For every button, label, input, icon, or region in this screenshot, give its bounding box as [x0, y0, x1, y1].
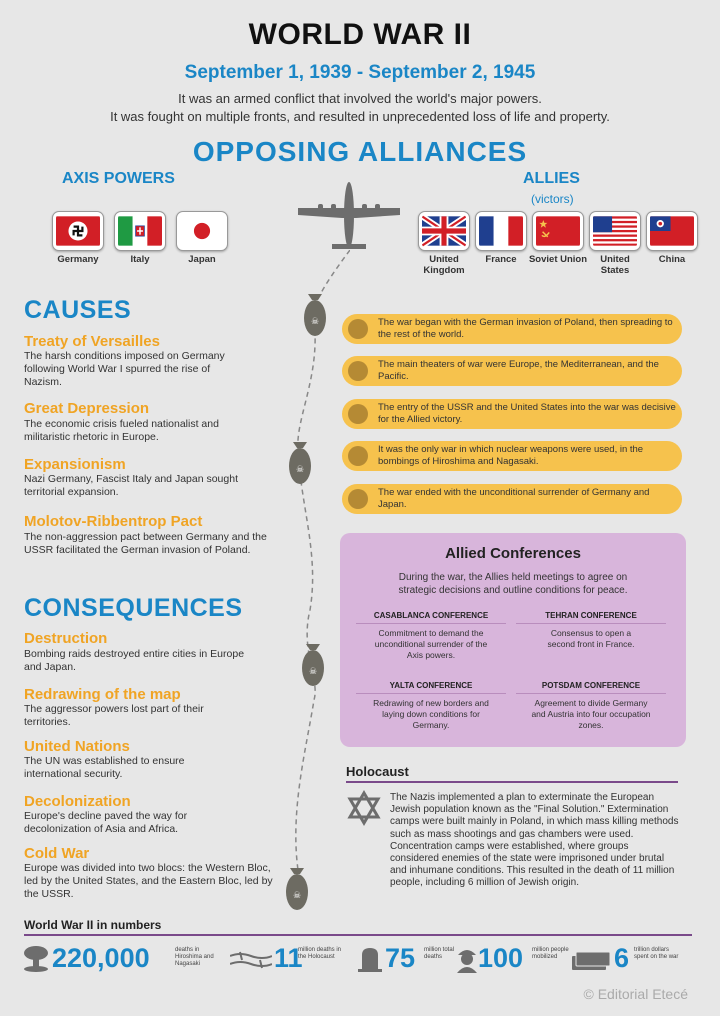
number-label: million people mobilized	[532, 947, 569, 960]
flag-label: Germany	[57, 254, 99, 265]
fact-text: It was the only war in which nuclear weapons were used, in the bombings of Hiroshima and Nagasaki.	[378, 444, 644, 467]
conference-card	[516, 681, 666, 731]
number-value: 220,000	[52, 943, 150, 973]
cause-heading: Treaty of Versailles	[24, 333, 160, 350]
conference-text: Commitment to demand the unconditional surrender of the Axis powers.	[374, 628, 488, 660]
number-label: million deaths in the Holocaust	[298, 947, 342, 960]
axis-title: AXIS POWERS	[62, 170, 175, 187]
conference-name: CASABLANCA CONFERENCE	[356, 611, 506, 624]
fact-pill	[342, 441, 682, 471]
bomb-icon	[298, 642, 328, 688]
bomb-icon	[282, 866, 312, 912]
allied-conferences-panel	[340, 533, 686, 747]
fact-pill	[342, 399, 682, 429]
consequence-heading: Decolonization	[24, 793, 131, 810]
flag-china-icon	[646, 211, 698, 251]
intro-line: It was fought on multiple fronts, and resulted in unprecedented loss of life and property.	[110, 109, 610, 124]
number-value: 6	[614, 943, 630, 973]
flag-japan-icon	[176, 211, 228, 251]
bomb-icon	[300, 292, 330, 338]
conference-card	[516, 611, 666, 650]
flag-italy-icon	[114, 211, 166, 251]
consequence-text: The aggressor powers lost part of their territories.	[24, 703, 204, 728]
consequence-text: Europe was divided into two blocs: the Western Bloc, led by the United States, and the Eastern Bloc, led by the USSR.	[24, 862, 273, 900]
consequence-text: Bombing raids destroyed entire cities in Europe and Japan.	[24, 648, 245, 673]
soldier-icon	[456, 945, 478, 973]
globe-icon	[348, 404, 368, 424]
globe-icon	[348, 489, 368, 509]
cause-heading: Molotov-Ribbentrop Pact	[24, 513, 203, 530]
star-of-david-icon	[346, 790, 382, 826]
flag-france-icon	[475, 211, 527, 251]
flag-label: China	[658, 254, 686, 265]
flag-label: United Kingdom	[423, 254, 465, 276]
flag-ussr-icon	[532, 211, 584, 251]
cause-heading: Expansionism	[24, 456, 126, 473]
intro-line: It was an armed conflict that involved the world's major powers.	[178, 91, 542, 106]
conferences-title: Allied Conferences	[445, 545, 581, 562]
bomb-icon	[285, 440, 315, 486]
consequence-heading: Redrawing of the map	[24, 686, 181, 703]
svg-text:☠: ☠	[310, 317, 320, 327]
globe-icon	[348, 319, 368, 339]
divider	[24, 934, 692, 936]
holocaust-text: The Nazis implemented a plan to exterminate the European Jewish population known as the "Final Solution." Extermination camps were built mainly in Poland, in which mass killing methods such as mass shootings and gas chambers were used. Concentration camps were established, where groups considered enemies of the state were imprisoned under brutal and inhumane conditions. This resulted in the death of 11 million people, including 6 million of Jewish origin.	[390, 792, 679, 889]
conference-text: Consensus to open a second front in France.	[547, 628, 635, 649]
svg-text:☠: ☠	[308, 667, 318, 677]
conferences-description: During the war, the Allies held meetings to agree on strategic decisions and outline conditions for peace.	[398, 572, 628, 596]
consequence-heading: Destruction	[24, 630, 108, 647]
conference-name: POTSDAM CONFERENCE	[516, 681, 666, 694]
fact-pill	[342, 356, 682, 386]
flag-uk-icon	[418, 211, 470, 251]
svg-text:☠: ☠	[295, 465, 305, 475]
holocaust-title: Holocaust	[346, 764, 409, 779]
number-label: trillion dollars spent on the war	[634, 947, 679, 960]
fact-text: The main theaters of war were Europe, the Mediterranean, and the Pacific.	[378, 359, 659, 382]
intro-text	[0, 90, 720, 126]
credit: © Editorial Etecé	[583, 986, 688, 1002]
conference-text: Redrawing of new borders and laying down conditions for Germany.	[373, 698, 489, 730]
page-title: WORLD WAR II	[248, 18, 472, 51]
number-value: 100	[478, 943, 524, 973]
war-dates: September 1, 1939 - September 2, 1945	[184, 62, 536, 83]
flag-usa-icon	[589, 211, 641, 251]
consequence-heading: Cold War	[24, 845, 90, 862]
cause-text: Nazi Germany, Fascist Italy and Japan sought territorial expansion.	[24, 473, 238, 498]
conference-card	[356, 681, 506, 731]
fact-pill	[342, 314, 682, 344]
barbed-wire-icon	[230, 950, 272, 970]
conference-card	[356, 611, 506, 661]
number-label: deaths in Hiroshima and Nagasaki	[175, 947, 214, 967]
globe-icon	[348, 361, 368, 381]
numbers-title: World War II in numbers	[24, 918, 162, 932]
fact-pill	[342, 484, 682, 514]
mushroom-cloud-icon	[22, 945, 50, 973]
consequence-text: The UN was established to ensure international security.	[24, 755, 185, 780]
allies-note: (victors)	[531, 192, 574, 206]
cause-text: The economic crisis fueled nationalist and militaristic rhetoric in Europe.	[24, 418, 219, 443]
cause-text: The non-aggression pact between Germany and the USSR facilitated the German invasion of Poland.	[24, 531, 267, 556]
divider	[346, 781, 678, 783]
flag-label: Soviet Union	[528, 254, 588, 265]
alliances-title: OPPOSING ALLIANCES	[192, 136, 528, 167]
cause-text: The harsh conditions imposed on Germany following World War I spurred the rise of Nazism.	[24, 350, 225, 388]
conference-name: YALTA CONFERENCE	[356, 681, 506, 694]
conference-text: Agreement to divide Germany and Austria into four occupation zones.	[531, 698, 651, 730]
number-value: 75	[385, 943, 416, 973]
causes-title: CAUSES	[24, 296, 132, 324]
consequences-title: CONSEQUENCES	[24, 594, 243, 622]
number-value: 11	[274, 943, 303, 973]
cause-heading: Great Depression	[24, 400, 150, 417]
consequence-heading: United Nations	[24, 738, 130, 755]
conference-name: TEHRAN CONFERENCE	[516, 611, 666, 624]
money-icon	[572, 948, 612, 970]
flag-label: France	[485, 254, 517, 265]
allies-title: ALLIES	[523, 170, 580, 187]
number-label: million total deaths	[424, 947, 455, 960]
airplane-icon	[296, 178, 402, 252]
flag-label: United States	[600, 254, 630, 276]
flag-label: Italy	[130, 254, 150, 265]
fact-text: The war ended with the unconditional surrender of Germany and Japan.	[378, 487, 650, 510]
fact-text: The war began with the German invasion of Poland, then spreading to the rest of the world.	[378, 317, 673, 340]
flag-label: Japan	[188, 254, 216, 265]
consequence-text: Europe's decline paved the way for decolonization of Asia and Africa.	[24, 810, 188, 835]
tombstone-icon	[358, 946, 382, 972]
fact-text: The entry of the USSR and the United States into the war was decisive for the Allied victory.	[378, 402, 676, 425]
flag-germany-icon	[52, 211, 104, 251]
svg-text:☠: ☠	[292, 891, 302, 901]
globe-icon	[348, 446, 368, 466]
